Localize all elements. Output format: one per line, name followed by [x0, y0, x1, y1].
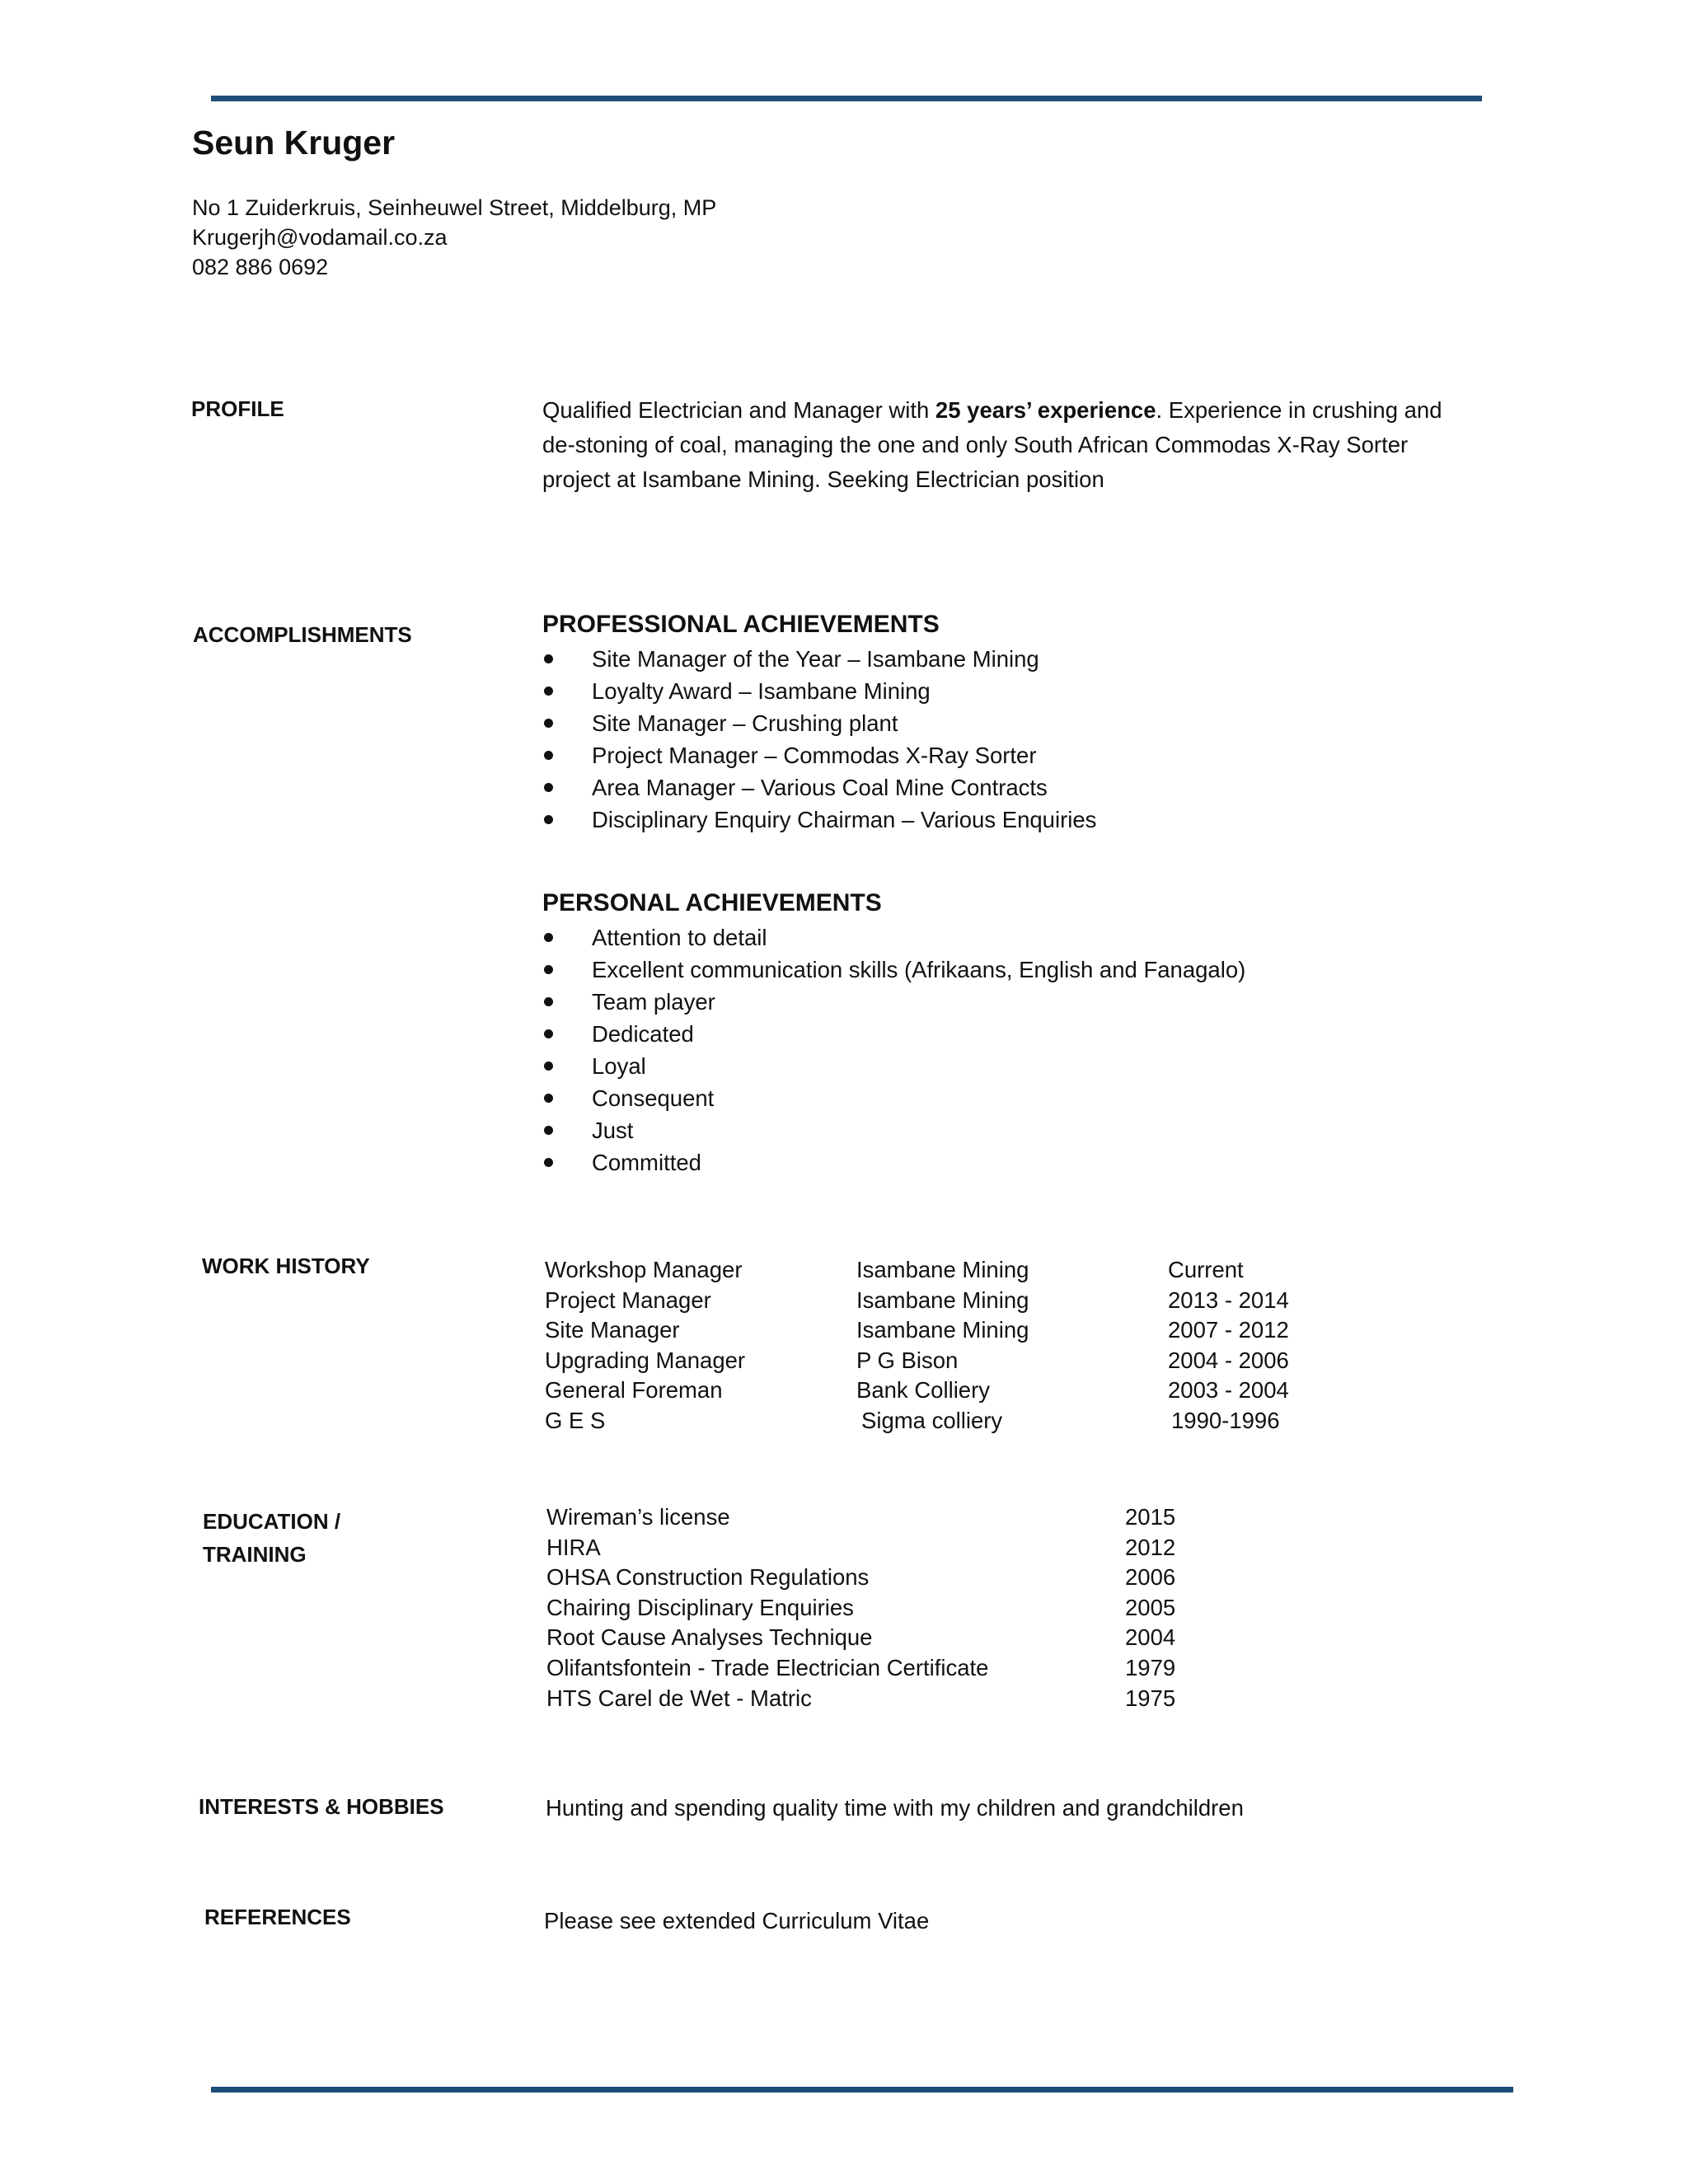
- contact-phone: 082 886 0692: [192, 255, 329, 279]
- table-row: [546, 1593, 1371, 1624]
- course-year: 2006: [1125, 1564, 1176, 1591]
- job-period: 2013 - 2014: [1168, 1286, 1289, 1313]
- profile-text: [542, 393, 1474, 497]
- job-company: Bank Colliery: [856, 1377, 991, 1404]
- list-item: Consequent: [542, 1082, 1245, 1114]
- list-item: Project Manager – Commodas X-Ray Sorter: [542, 739, 1096, 771]
- course-name: HIRA: [546, 1534, 601, 1560]
- list-item: Disciplinary Enquiry Chairman – Various Enquiries: [542, 804, 1096, 836]
- job-company: Sigma colliery: [861, 1407, 1003, 1433]
- table-row: [546, 1653, 1371, 1684]
- job-company: Isambane Mining: [856, 1286, 1029, 1313]
- list-item: Committed: [542, 1146, 1245, 1179]
- course-name: Root Cause Analyses Technique: [546, 1624, 873, 1651]
- course-year: 2004: [1125, 1624, 1176, 1651]
- job-company: Isambane Mining: [856, 1317, 1029, 1343]
- contact-block: [192, 193, 716, 282]
- course-name: Wireman’s license: [546, 1504, 730, 1530]
- course-year: 2015: [1125, 1504, 1176, 1530]
- references-text: Please see extended Curriculum Vitae: [544, 1908, 930, 1933]
- job-period: 1990-1996: [1171, 1407, 1280, 1433]
- table-row: [546, 1623, 1371, 1653]
- list-item: Attention to detail: [542, 921, 1245, 954]
- list-item: Excellent communication skills (Afrikaans, English and Fanagalo): [542, 954, 1245, 986]
- job-role: Workshop Manager: [545, 1257, 743, 1282]
- job-role: G E S: [545, 1407, 606, 1433]
- list-item: Dedicated: [542, 1018, 1245, 1050]
- profile-text-start: Qualified Electrician and Manager with: [542, 397, 935, 423]
- table-row: [546, 1684, 1371, 1714]
- list-item: Site Manager – Crushing plant: [542, 707, 1096, 739]
- table-row: [545, 1315, 1369, 1346]
- list-item: Area Manager – Various Coal Mine Contracts: [542, 771, 1096, 804]
- list-item: Site Manager of the Year – Isambane Mining: [542, 643, 1096, 675]
- top-divider: [211, 96, 1482, 101]
- references-label: REFERENCES: [204, 1905, 351, 1929]
- table-row: [545, 1406, 1369, 1436]
- profile-text-bold: 25 years’ experience: [935, 397, 1156, 423]
- table-row: [546, 1563, 1371, 1593]
- job-period: 2004 - 2006: [1168, 1347, 1289, 1373]
- personal-achievements-heading: PERSONAL ACHIEVEMENTS: [542, 889, 882, 916]
- contact-email: Krugerjh@vodamail.co.za: [192, 225, 448, 250]
- education-label-line2: TRAINING: [203, 1542, 307, 1567]
- list-item: Loyal: [542, 1050, 1245, 1082]
- table-row: [545, 1255, 1369, 1286]
- course-name: Olifantsfontein - Trade Electrician Certificate: [546, 1654, 989, 1680]
- profile-text-end: . Experience in crushing and de-stoning of coal, managing the one and only South African Commodas X-Ray Sorter project at Isambane Mining. Seeking Electrician position: [542, 397, 1442, 492]
- candidate-name: Seun Kruger: [192, 124, 396, 162]
- table-row: [545, 1376, 1369, 1406]
- education-label: [203, 1505, 340, 1571]
- course-name: HTS Carel de Wet - Matric: [546, 1685, 812, 1711]
- job-role: Upgrading Manager: [545, 1347, 746, 1373]
- interests-label: INTERESTS & HOBBIES: [199, 1794, 444, 1819]
- table-row: [546, 1502, 1371, 1533]
- job-role: General Foreman: [545, 1377, 723, 1404]
- professional-achievements-heading: PROFESSIONAL ACHIEVEMENTS: [542, 611, 940, 638]
- job-period: 2003 - 2004: [1168, 1377, 1289, 1404]
- list-item: Just: [542, 1114, 1245, 1146]
- table-row: [545, 1286, 1369, 1316]
- education-label-line1: EDUCATION /: [203, 1509, 341, 1534]
- job-company: P G Bison: [856, 1347, 959, 1373]
- list-item: Team player: [542, 986, 1245, 1018]
- accomplishments-label: ACCOMPLISHMENTS: [193, 622, 412, 647]
- course-name: Chairing Disciplinary Enquiries: [546, 1594, 854, 1620]
- job-company: Isambane Mining: [856, 1257, 1029, 1282]
- professional-achievements-list: [542, 643, 1096, 836]
- contact-address: No 1 Zuiderkruis, Seinheuwel Street, Middelburg, MP: [192, 195, 717, 220]
- personal-achievements-list: [542, 921, 1245, 1179]
- table-row: [545, 1346, 1369, 1376]
- job-period: 2007 - 2012: [1168, 1317, 1289, 1343]
- list-item: Loyalty Award – Isambane Mining: [542, 675, 1096, 707]
- job-role: Project Manager: [545, 1286, 711, 1313]
- course-year: 1979: [1125, 1654, 1176, 1680]
- work-history-label: WORK HISTORY: [202, 1254, 370, 1278]
- bottom-divider: [211, 2087, 1513, 2093]
- work-history-table: [545, 1255, 1369, 1436]
- job-period: Current: [1168, 1257, 1244, 1282]
- table-row: [546, 1533, 1371, 1563]
- job-role: Site Manager: [545, 1317, 680, 1343]
- profile-label: PROFILE: [191, 396, 284, 421]
- course-name: OHSA Construction Regulations: [546, 1564, 870, 1591]
- education-table: [546, 1502, 1371, 1713]
- course-year: 1975: [1125, 1685, 1176, 1711]
- course-year: 2005: [1125, 1594, 1176, 1620]
- course-year: 2012: [1125, 1534, 1176, 1560]
- interests-text: Hunting and spending quality time with my children and grandchildren: [546, 1795, 1244, 1821]
